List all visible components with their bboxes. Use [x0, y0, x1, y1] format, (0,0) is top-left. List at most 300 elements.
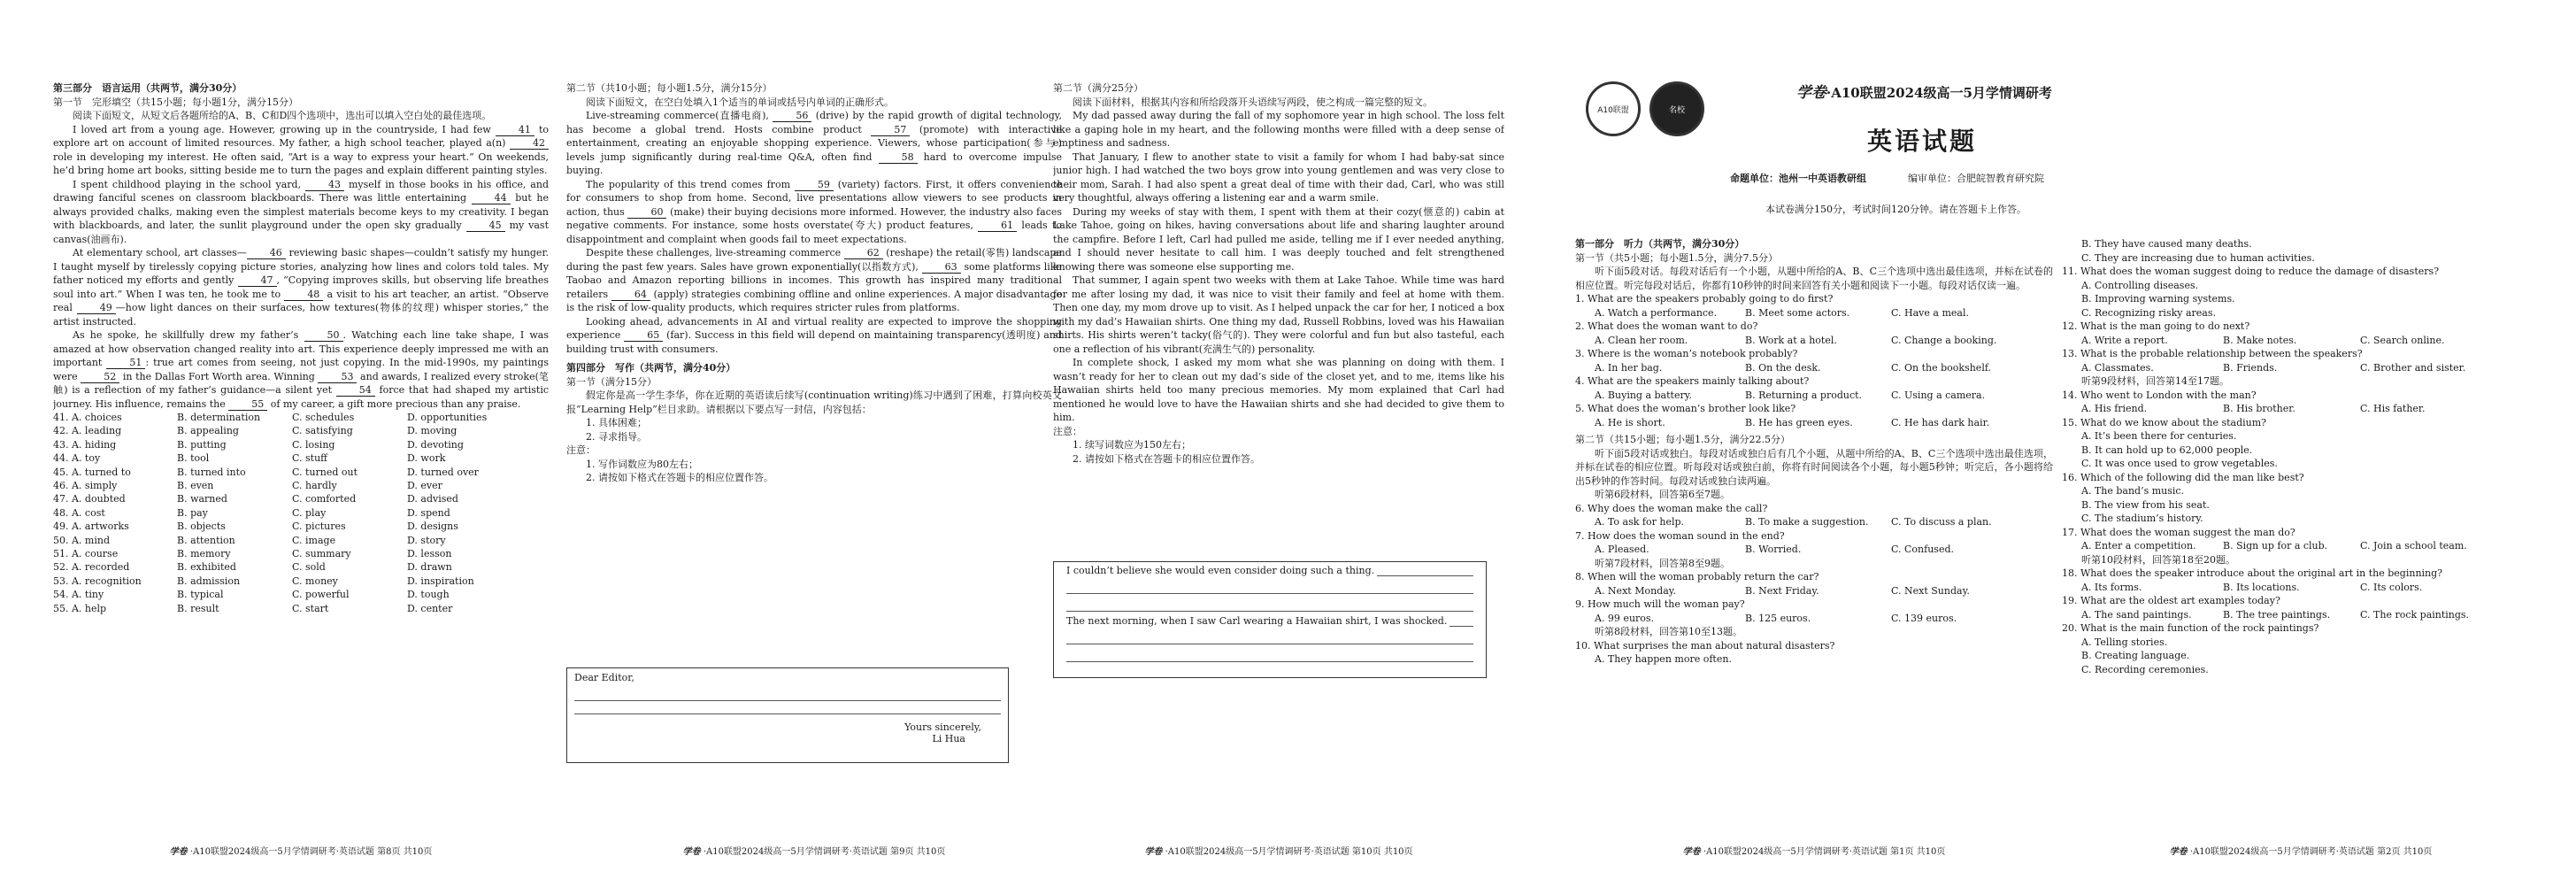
blank-57: 57	[871, 125, 910, 136]
option-row	[53, 438, 549, 451]
passage-text: : true art comes from seeing, not just copying. In the mid-1990s, my paintings were	[53, 357, 549, 382]
passage-text: At elementary school, art classes—	[73, 247, 247, 258]
brand-seal-icon: 名校	[1649, 81, 1704, 136]
story-para: That summer, I again spent two weeks with them at Lake Tahoe. While time was hard for me after losing my dad, it was nice to visit their family and feel at home with them. Then one day, my mom drove up to visit. As I helped unpack the car for her, I noticed a box with my dad’s Hawaiian shirts. One thing my dad, Russell Robbins, loved was his Hawaiian shirts. His shirts weren’t tacky(俗气的). They were colorful and fun but also tasteful, each one a reflection of his vibrant(充满生气的) personality.	[1053, 274, 1504, 355]
question-option: B. Work at a hotel.	[1745, 334, 1837, 346]
option-row	[53, 575, 549, 588]
option-row	[2062, 402, 2540, 416]
cloze-options	[53, 411, 549, 615]
writing-task: 假定你是高一学生李华，你在近期的英语读后续写(continuation writing)练习中遇到了困难，打算向校英文报“Learning Help”栏目求助。请根据以下要点写一封信，内容包括：	[566, 390, 1062, 415]
blank-60: 60	[627, 207, 666, 219]
question-option: B. 125 euros.	[1745, 612, 1811, 624]
passage-text: force that had shaped my artistic journey. His influence, remains the	[53, 384, 549, 410]
writing-point: 2. 寻求指导。	[586, 430, 647, 443]
brand-logo-icon: 学卷	[1144, 847, 1163, 857]
question-option: C. Brother and sister.	[2360, 361, 2466, 374]
question-stem: 20. What is the main function of the rock paintings?	[2062, 622, 2319, 634]
note-item: 1. 续写词数应为150左右；	[1073, 439, 1191, 451]
option-choice: D. advised	[407, 493, 458, 505]
option-row	[53, 547, 549, 560]
passage-text: Despite these challenges, live-streaming commerce	[586, 247, 844, 258]
grammar-instructions: 阅读下面短文，在空白处填入1个适当的单词或括号内单词的正确形式。	[586, 96, 894, 108]
option-choice: 46. A. simply	[53, 480, 118, 492]
brand-logo-icon: 学卷	[682, 847, 701, 857]
exam-title: 英语试题	[1867, 127, 1978, 156]
exam-notice: 本试卷满分150分，考试时间120分钟。请在答题卡上作答。	[1765, 204, 2026, 215]
listening-instructions: 听下面5段对话或独白。每段对话或独白后有几个小题，从题中所给的A、B、C三个选项中选出最佳选项，并标在试卷的相应位置。听每段对话或独白前，你将有时间阅读各个小题，每小题5秒钟；听完后，各小题将给出5秒钟的作答时间。每段对话或独白读两遍。	[1575, 447, 2053, 487]
option-choice: C. turned out	[292, 466, 358, 478]
question-list	[1575, 502, 2053, 557]
blank-55: 55	[228, 399, 267, 411]
option-row	[53, 520, 549, 533]
question-list	[1575, 292, 2053, 429]
blank-49: 49	[77, 303, 116, 314]
option-choice: 53. A. recognition	[53, 575, 142, 587]
option-choice: B. typical	[177, 589, 224, 601]
page-9	[566, 0, 1062, 887]
blank-46: 46	[247, 248, 286, 259]
option-row	[53, 602, 549, 615]
question-option: C. It was once used to grow vegetables.	[2081, 458, 2278, 469]
part4-heading: 第四部分 写作（共两节，满分40分）	[566, 362, 736, 374]
brand-logo-icon: 学卷	[1796, 84, 1826, 102]
option-choice: D. drawn	[407, 561, 452, 574]
option-choice: C. summary	[292, 548, 351, 560]
option-choice: C. powerful	[292, 589, 350, 601]
passage-text: (reshape) the retail(零售) landscape during the past few years. Sales have grown exponentially(以指数方式),	[566, 247, 1062, 273]
option-row	[1575, 612, 2053, 626]
cloze-para	[53, 328, 549, 411]
option-choice: D. ever	[407, 480, 442, 492]
question-stem: 1. What are the speakers probably going to do first?	[1575, 293, 1834, 305]
question-option: C. The stadium’s history.	[2081, 513, 2203, 524]
grammar-para	[566, 109, 1062, 178]
blank-50: 50	[304, 330, 343, 342]
page-2	[2062, 0, 2540, 887]
question-option: A. He is short.	[1595, 416, 1665, 428]
question-option: A. His friend.	[2081, 403, 2148, 414]
option-row	[53, 451, 549, 465]
question-option: C. Recording ceremonies.	[2081, 663, 2209, 675]
question-option: B. Creating language.	[2081, 650, 2190, 661]
question-option: A. To ask for help.	[1595, 516, 1685, 528]
question-stem: 7. How does the woman sound in the end?	[1575, 529, 1785, 542]
passage-text: a visit to his art teacher, an artist. “Observe real	[53, 288, 549, 313]
option-choice: B. attention	[177, 534, 235, 546]
option-choice: 48. A. cost	[53, 506, 105, 519]
option-choice: C. losing	[292, 438, 335, 451]
option-row	[1575, 334, 2053, 348]
question-option: B. The tree paintings.	[2223, 608, 2331, 621]
option-choice: B. even	[177, 480, 214, 492]
answer-line	[574, 683, 1001, 701]
question-stem: 13. What is the probable relationship between the speakers?	[2062, 348, 2363, 359]
option-choice: C. stuff	[292, 452, 327, 465]
option-choice: C. play	[292, 506, 327, 519]
option-row	[53, 588, 549, 601]
question-option: C. Its colors.	[2360, 581, 2423, 593]
question-stem: 11. What does the woman suggest doing to reduce the damage of disasters?	[2062, 266, 2440, 277]
question-option: C. Recognizing risky areas.	[2081, 306, 2216, 319]
question-stem: 4. What are the speakers mainly talking about?	[1575, 375, 1810, 387]
passage-text: role in developing my interest. He often said, “Art is a way to express your heart.” On weekends, he’d bring home art books, sitting beside me to turn the pages and explain different painting styles.	[53, 150, 549, 176]
question-option: A. Watch a performance.	[1595, 306, 1718, 319]
question-option: B. On the desk.	[1745, 361, 1821, 374]
question-stem: 3. Where is the woman’s notebook probably?	[1575, 348, 1798, 359]
question-option: B. It can hold up to 62,000 people.	[2081, 444, 2253, 456]
blank-64: 64	[611, 289, 650, 301]
passage-text: myself in those books in his office, and drawing fanciful scenes on classroom blackboards. There was little entertaining	[53, 178, 549, 204]
option-choice: 51. A. course	[53, 548, 119, 560]
option-choice: 44. A. toy	[53, 452, 101, 465]
option-choice: C. start	[292, 602, 329, 614]
blank-51: 51	[106, 358, 145, 369]
option-choice: B. tool	[177, 452, 210, 465]
option-row	[53, 424, 549, 437]
blank-62: 62	[844, 248, 883, 259]
passage-text: in the Dallas Fort Worth area. Winning	[119, 370, 319, 382]
grammar-para	[566, 246, 1062, 315]
option-choice: D. work	[407, 452, 446, 465]
option-choice: B. memory	[177, 548, 231, 560]
option-choice: C. sold	[292, 561, 326, 574]
question-option: B. Worried.	[1745, 544, 1802, 555]
question-list	[2062, 320, 2540, 374]
passage-text: As he spoke, he skillfully drew my father’s	[73, 329, 304, 341]
listening-sec2-heading: 第二节（共15小题；每小题1.5分，满分22.5分）	[1575, 434, 1790, 445]
page-footer: 学卷 ·A10联盟2024级高一5月学情调研考·英语试题 第1页 共10页	[1682, 847, 1946, 857]
question-option: A. Controlling diseases.	[2081, 279, 2199, 291]
page-footer: 学卷 ·A10联盟2024级高一5月学情调研考·英语试题 第8页 共10页	[169, 847, 433, 857]
letter-signature: Li Hua	[932, 733, 965, 744]
passage-text: (drive) by the rapid growth of digital technology, has become a global trend. Hosts combine product	[566, 110, 1062, 135]
passage-text: (variety) factors. First, it offers convenience for consumers to shop from home. Second, live presentations allow viewers to see products in action, thus	[566, 178, 1062, 218]
passage-text: Looking ahead, advancements in AI and virtual reality are expected to improve the shopping experience	[566, 315, 1062, 341]
question-option: A. 99 euros.	[1595, 612, 1655, 624]
passage-text: but he always provided chalks, making even the simplest materials become keys to my creativity. I began with blackboards, and later, the sunlit playground under the open sky gradually	[53, 192, 549, 231]
blank-56: 56	[773, 111, 811, 122]
question-option: A. Its forms.	[2081, 581, 2142, 593]
option-choice: 42. A. leading	[53, 425, 122, 437]
passage-text: Live-streaming commerce(直播电商),	[586, 110, 773, 121]
question-option: C. His father.	[2360, 403, 2426, 414]
question-option: A. Telling stories.	[2081, 636, 2168, 648]
question-option: A. The sand paintings.	[2081, 608, 2192, 621]
option-row	[2062, 361, 2540, 375]
page-1	[1575, 0, 2053, 887]
story-para: During my weeks of stay with them, I spent with them at their cozy(惬意的) cabin at Lake Tahoe, going on hikes, having conversations about life and sharing laughter around the campfire. Before I left, Carl had pulled me aside, telling me if I ever needed anything, and I should never hesitate to call him. I was deeply touched and felt strengthened knowing there was someone else supporting me.	[1053, 205, 1504, 273]
answer-line	[1066, 594, 1473, 612]
option-choice: 52. A. recorded	[53, 561, 130, 574]
material-note: 听第6段材料，回答第6至7题。	[1595, 489, 1730, 500]
option-choice: 49. A. artworks	[53, 521, 129, 533]
compiling-unit: 命题单位：池州一中英语教研组 编审单位：合肥皖智教育研究院	[1730, 173, 2044, 184]
option-choice: B. pay	[177, 506, 208, 519]
continuation-section	[1053, 81, 1504, 466]
option-choice: D. center	[407, 602, 453, 614]
passage-text: . Watching each line take shape, I was amazed at how observation changed reality into art. This experience deeply impressed me with an important	[53, 329, 549, 368]
question-option: C. Change a booking.	[1891, 334, 1997, 346]
note-item: 1. 写作词数应为80左右；	[586, 458, 698, 470]
answer-line	[1066, 644, 1473, 662]
option-row	[1575, 584, 2053, 598]
grammar-para	[566, 178, 1062, 247]
answer-line	[1066, 576, 1473, 594]
question-option: B. They have caused many deaths.	[2081, 238, 2252, 250]
question-option: B. Meet some actors.	[1745, 306, 1850, 319]
option-choice: B. turned into	[177, 466, 246, 478]
passage-text: I spent childhood playing in the school yard,	[73, 178, 306, 190]
passage-text: —how light dances on their surfaces, how textures(物体的纹理) whisper stories,” the artist instructed.	[53, 302, 549, 328]
option-row	[53, 479, 549, 492]
question-stem: 18. What does the speaker introduce about the original art in the beginning?	[2062, 567, 2443, 579]
question-option: A. Pleased.	[1595, 544, 1649, 555]
blank-52: 52	[81, 372, 119, 383]
question-option: B. Friends.	[2223, 361, 2278, 374]
question-option: C. He has dark hair.	[1891, 416, 1990, 428]
option-row	[1575, 515, 2053, 529]
question-stem: 19. What are the oldest art examples today?	[2062, 595, 2280, 606]
para-start-1: I couldn’t believe she would even consider doing such a thing.	[1066, 565, 1473, 576]
blank-42: 42	[510, 138, 549, 150]
writing1-heading: 第一节（满分15分）	[566, 375, 657, 388]
blank-58: 58	[879, 152, 918, 164]
section2-heading: 第二节（共10小题；每小题1.5分，满分15分）	[566, 82, 773, 94]
question-option: A. Buying a battery.	[1595, 389, 1692, 401]
letter-greeting: Dear Editor,	[574, 672, 634, 683]
listening-section	[1575, 237, 2053, 667]
page-footer: 学卷 ·A10联盟2024级高一5月学情调研考·英语试题 第10页 共10页	[1144, 847, 1413, 857]
material-note: 听第10段材料，回答第18至20题。	[2081, 553, 2235, 566]
option-choice: 41. A. choices	[53, 412, 122, 423]
option-row	[53, 534, 549, 547]
question-list	[2062, 389, 2540, 416]
option-choice: C. satisfying	[292, 425, 353, 437]
option-choice: B. determination	[177, 412, 261, 423]
question-option: C. Join a school team.	[2360, 540, 2467, 551]
question-option: C. To discuss a plan.	[1891, 516, 1992, 528]
question-option: C. Have a meal.	[1891, 306, 1969, 319]
option-row	[53, 560, 549, 574]
cloze-para	[53, 178, 549, 247]
option-choice: 54. A. tiny	[53, 589, 104, 601]
option-choice: 43. A. hiding	[53, 438, 117, 451]
question-option: C. Using a camera.	[1891, 389, 1986, 401]
option-choice: C. comforted	[292, 493, 357, 505]
passage-text: of my career, a gift more precious than any praise.	[267, 397, 521, 410]
option-row	[2062, 334, 2540, 348]
passage-text: my vast canvas(油画布).	[53, 220, 549, 245]
para-start-2: The next morning, when I saw Carl wearing a Hawaiian shirt, I was shocked.	[1066, 615, 1473, 627]
letter-answer-box	[566, 667, 1009, 763]
blank-61: 61	[978, 220, 1017, 232]
passage-text: reviewing basic shapes—couldn’t satisfy my hunger. I taught myself by tirelessly copying picture stories, analyzing how lines and colors told tales. My father noticed my efforts and gently	[53, 247, 549, 286]
part1-heading: 第一部分 听力（共两节，满分30分）	[1575, 238, 1745, 250]
note-label: 注意：	[566, 444, 596, 456]
question-option: B. He has green eyes.	[1745, 416, 1853, 428]
question-stem: 14. Who went to London with the man?	[2062, 389, 2257, 401]
question-option: B. To make a suggestion.	[1745, 516, 1869, 528]
brand-logo-icon: 学卷	[2169, 847, 2188, 857]
option-choice: D. lesson	[407, 548, 452, 560]
question-stem: 10. What surprises the man about natural disasters?	[1575, 639, 1835, 652]
question-option: C. Search online.	[2360, 334, 2445, 346]
question-option: B. Next Friday.	[1745, 584, 1819, 597]
option-choice: 55. A. help	[53, 602, 107, 614]
passage-text: hard to overcome impulse buying.	[566, 150, 1062, 176]
writing-point: 1. 具体困难；	[586, 417, 647, 428]
passage-text: to explore art on account of limited resources. My father, a high school teacher, played a(n)	[53, 123, 549, 149]
option-choice: D. spend	[407, 506, 450, 519]
option-choice: C. schedules	[292, 412, 355, 423]
note-item: 2. 请按如下格式在答题卡的相应位置作答。	[586, 472, 773, 483]
question-option: A. They happen more often.	[1595, 653, 1732, 665]
question-stem: 8. When will the woman probably return the car?	[1575, 571, 1819, 582]
page-footer: 学卷 ·A10联盟2024级高一5月学情调研考·英语试题 第9页 共10页	[682, 847, 946, 857]
answer-line	[574, 701, 1001, 714]
question-option: B. His brother.	[2223, 403, 2295, 414]
option-row	[1575, 389, 2053, 403]
passage-text: (far). Success in this field will depend on maintaining transparency(透明度) and building trust with consumers.	[566, 329, 1062, 355]
question-option: B. Improving warning systems.	[2081, 293, 2235, 305]
question-option: A. Write a report.	[2081, 334, 2168, 346]
option-choice: D. inspiration	[407, 575, 474, 587]
question-list	[2062, 567, 2540, 621]
question-stem: 17. What does the woman suggest the man do?	[2062, 526, 2295, 538]
blank-41: 41	[496, 125, 534, 136]
option-choice: B. admission	[177, 575, 241, 587]
question-option: C. 139 euros.	[1891, 612, 1957, 624]
continuation-answer-box	[1053, 561, 1487, 678]
option-choice: C. hardly	[292, 480, 337, 492]
option-choice: B. exhibited	[177, 561, 236, 574]
blank-45: 45	[466, 220, 505, 232]
cloze-para	[53, 123, 549, 178]
option-choice: D. turned over	[407, 466, 479, 478]
option-choice: B. putting	[177, 438, 227, 451]
option-choice: D. opportunities	[407, 412, 488, 423]
question-stem: 9. How much will the woman pay?	[1575, 598, 1745, 610]
option-choice: B. objects	[177, 521, 226, 533]
brand-logo-icon: 学卷	[1682, 847, 1701, 857]
blank-65: 65	[624, 330, 663, 342]
option-choice: B. warned	[177, 493, 227, 505]
blank-43: 43	[305, 180, 344, 191]
passage-text: I loved art from a young age. However, growing up in the countryside, I had few	[73, 123, 496, 135]
cloze-instructions: 阅读下面短文，从短文后各题所给的A、B、C和D四个选项中，选出可以填入空白处的最佳选项。	[73, 110, 492, 121]
question-option: A. The band’s music.	[2081, 485, 2185, 497]
listening-section-cont	[2062, 237, 2540, 676]
passage-text: , “Copying improves skills, but observing life breathes soul into art.” When I was ten, he took me to	[53, 274, 549, 300]
section1-heading: 第一节 完形填空（共15小题；每小题1分，满分15分）	[53, 96, 298, 108]
story-para: My dad passed away during the fall of my sophomore year in high school. The loss felt like a gaping hole in my heart, and the following months were filled with a deep sense of emptiness and sadness.	[1053, 110, 1504, 149]
option-choice: 45. A. turned to	[53, 466, 131, 478]
brand-logo-icon: 学卷	[169, 847, 188, 857]
passage-text: and awards, I realized every stroke(笔触) is a reflection of my father’s guidance—a silent yet	[53, 370, 549, 396]
note-label: 注意：	[1053, 425, 1082, 437]
question-option: A. It’s been there for centuries.	[2081, 430, 2237, 442]
question-option: A. Next Monday.	[1595, 584, 1677, 597]
question-option: C. Confused.	[1891, 544, 1954, 555]
question-option: A. In her bag.	[1595, 361, 1663, 374]
story-para: In complete shock, I asked my mom what she was planning on doing with them. I wasn’t ready for her to clean out my dad’s side of the closet yet, and to me, items like his Hawaiian shirts held too many precious memories. My mom explained that Carl had mentioned he would love to have the Hawaiian shirts and she had decided to give them to him.	[1053, 357, 1504, 423]
question-stem: 15. What do we know about the stadium?	[2062, 416, 2267, 428]
question-option: C. On the bookshelf.	[1891, 361, 1992, 374]
option-row	[2062, 608, 2540, 622]
option-row	[53, 506, 549, 520]
option-choice: B. result	[177, 602, 219, 614]
option-row	[53, 466, 549, 479]
section2-heading: 第二节（满分25分）	[1053, 82, 1143, 94]
cloze-section	[53, 81, 549, 615]
blank-47: 47	[238, 275, 277, 287]
question-option: C. The rock paintings.	[2360, 608, 2470, 621]
question-option: A. Clean her room.	[1595, 334, 1688, 346]
blank-44: 44	[472, 193, 511, 204]
question-option: A. Enter a competition.	[2081, 540, 2196, 551]
option-choice: D. designs	[407, 521, 458, 533]
option-choice: 50. A. mind	[53, 534, 111, 546]
page-8	[53, 0, 549, 887]
passage-text: (promote) with interactive entertainment, creating an enjoyable shopping experience. Viewers, whose participation(参与) levels jump significantly during real-time Q&A, often find	[566, 123, 1062, 163]
question-option: C. They are increasing due to human activities.	[2081, 251, 2315, 264]
option-row	[2062, 581, 2540, 595]
page-10	[1053, 0, 1504, 887]
question-list	[2062, 526, 2540, 553]
story-para: That January, I flew to another state to visit a family for whom I had baby-sat since junior high. I had watched the two boys grow into young gentlemen and was very close to their mom, Sarah. I had also spent a great deal of time with their dad, Carl, who was still very thoughtful, always offering a listening ear and a warm smile.	[1053, 150, 1504, 204]
question-stem: 2. What does the woman want to do?	[1575, 320, 1758, 332]
option-choice: B. appealing	[177, 425, 239, 437]
option-row	[1575, 361, 2053, 375]
question-option: B. The view from his seat.	[2081, 498, 2210, 511]
listening-sec1-heading: 第一节（共5小题；每小题1.5分，满分7.5分）	[1575, 251, 1778, 264]
school-seal-icon: A10联盟	[1586, 81, 1641, 136]
letter-closing: Yours sincerely,	[904, 721, 981, 733]
question-option: A. Classmates.	[2081, 361, 2154, 374]
option-row	[1575, 543, 2053, 557]
question-list	[1575, 570, 2053, 625]
question-stem: 16. Which of the following did the man like best?	[2062, 471, 2304, 483]
material-note: 听第8段材料，回答第10至13题。	[1595, 626, 1742, 637]
option-choice: D. story	[407, 534, 446, 546]
option-row	[1575, 306, 2053, 320]
question-option: B. Make notes.	[2223, 334, 2297, 346]
passage-text: leads to disappointment and complaint when goods fail to meet expectations.	[566, 220, 1062, 245]
option-choice: D. devoting	[407, 438, 464, 451]
question-option: B. Returning a product.	[1745, 389, 1863, 401]
option-choice: D. tough	[407, 589, 450, 601]
blank-54: 54	[336, 385, 375, 397]
exam-brand: 学卷·A10联盟2024级高一5月学情调研考	[1796, 84, 2052, 102]
material-note: 听第9段材料，回答第14至17题。	[2081, 375, 2229, 387]
passage-text: (make) their buying decisions more informed. However, the industry also faces negative comments. For instance, some hosts overstate(夸大) product features,	[566, 205, 1062, 231]
passage-text: The popularity of this trend comes from	[586, 178, 795, 190]
listening-instructions: 听下面5段对话。每段对话后有一个小题，从题中所给的A、B、C三个选项中选出最佳选项，并标在试卷的相应位置。听完每段对话后，你都有10秒钟的时间来回答有关小题和阅读下一小题。每段对话仅读一遍。	[1575, 266, 2053, 291]
question-option: C. Next Sunday.	[1891, 584, 1970, 597]
question-option: B. Sign up for a club.	[2223, 540, 2328, 551]
continuation-instructions: 阅读下面材料，根据其内容和所给段落开头语续写两段，使之构成一篇完整的短文。	[1073, 96, 1433, 108]
option-choice: 47. A. doubted	[53, 493, 126, 505]
part3-heading: 第三部分 语言运用（共两节，满分30分）	[53, 82, 242, 94]
note-item: 2. 请按如下格式在答题卡的相应位置作答。	[1073, 452, 1260, 465]
option-choice: C. pictures	[292, 521, 346, 533]
material-note: 听第7段材料，回答第8至9题。	[1595, 557, 1730, 569]
blank-53: 53	[318, 372, 357, 383]
option-choice: C. money	[292, 575, 338, 587]
option-row	[2062, 539, 2540, 553]
question-option: B. Its locations.	[2223, 581, 2300, 593]
option-choice: D. moving	[407, 425, 458, 437]
